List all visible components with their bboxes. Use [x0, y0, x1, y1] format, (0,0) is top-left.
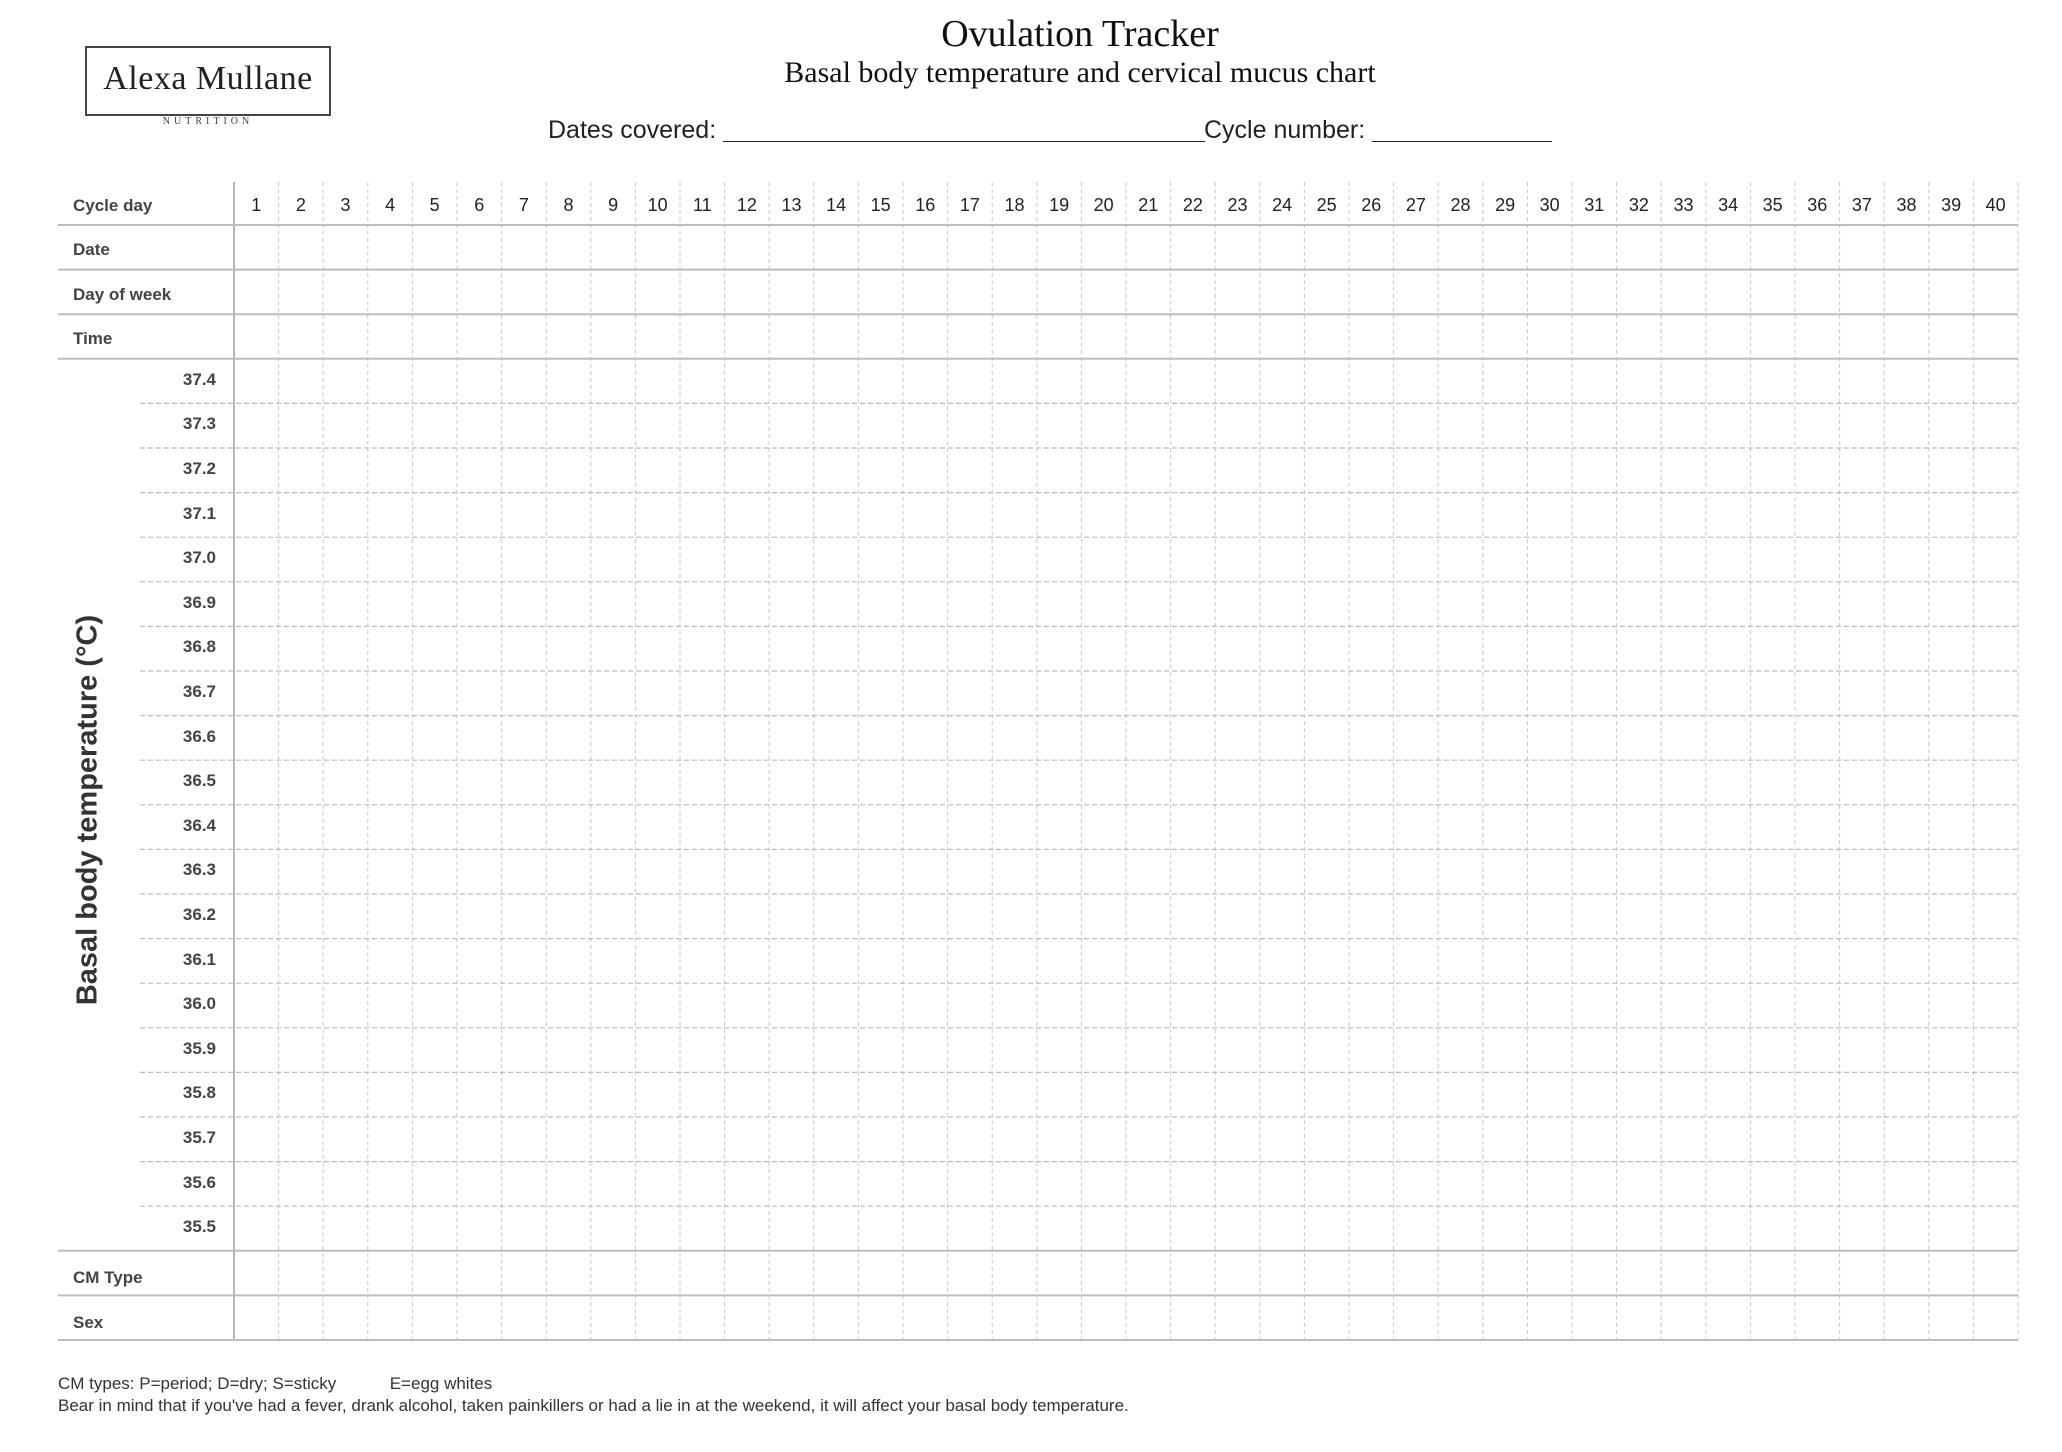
footer-cm-types-text: CM types: P=period; D=dry; S=sticky [58, 1374, 337, 1393]
cycle-day-number: 6 [474, 195, 485, 215]
cycle-day-number: 17 [959, 195, 980, 215]
temperature-label: 35.9 [182, 1038, 216, 1058]
cycle-day-number: 23 [1227, 195, 1248, 215]
logo-tagline: NUTRITION [145, 116, 271, 127]
temperature-label: 36.4 [182, 815, 216, 835]
cycle-day-number: 12 [736, 195, 757, 215]
temperature-label: 36.3 [182, 860, 216, 880]
cycle-day-number: 2 [295, 195, 306, 215]
cycle-day-number: 20 [1093, 195, 1114, 215]
cycle-day-number: 3 [340, 195, 351, 215]
row-label-date: Date [73, 240, 110, 259]
temperature-label: 36.9 [182, 592, 216, 612]
cycle-day-number: 5 [429, 195, 440, 215]
temperature-label: 36.1 [182, 949, 216, 969]
cycle-day-number: 30 [1539, 195, 1560, 215]
temperature-label: 37.1 [182, 503, 216, 523]
cycle-number-label: Cycle number: [1204, 116, 1366, 144]
footer-cm-types-extra: E=egg whites [389, 1374, 493, 1393]
cycle-day-number: 1 [251, 195, 262, 215]
page-subtitle: Basal body temperature and cervical mucus chart [784, 56, 1376, 89]
footer-cm-types [58, 1374, 492, 1394]
cycle-day-number: 37 [1851, 195, 1872, 215]
cycle-day-number: 24 [1272, 195, 1293, 215]
temperature-label: 36.2 [182, 905, 216, 924]
row-label-time: Time [73, 329, 113, 348]
cycle-day-number: 29 [1495, 195, 1516, 215]
cycle-day-number: 11 [692, 195, 712, 215]
temperature-label: 35.5 [182, 1217, 216, 1237]
cycle-day-number: 36 [1807, 195, 1828, 215]
cycle-day-number: 10 [647, 195, 668, 215]
cycle-day-number: 40 [1985, 195, 2006, 215]
cycle-day-number: 38 [1896, 195, 1917, 215]
temperature-label: 35.6 [182, 1172, 216, 1192]
cycle-day-number: 19 [1049, 195, 1070, 215]
cycle-day-number: 33 [1673, 195, 1694, 215]
cycle-day-number: 39 [1941, 195, 1962, 215]
logo-name: Alexa Mullane [103, 60, 313, 97]
temperature-label: 35.8 [182, 1083, 216, 1103]
cycle-day-number: 18 [1004, 195, 1025, 215]
cycle-day-number: 7 [518, 195, 529, 215]
cycle-day-number: 8 [563, 195, 574, 215]
temperature-label: 37.3 [182, 414, 216, 434]
temperature-axis-title: Basal body temperature (°C) [71, 614, 104, 1006]
temperature-label: 37.4 [182, 369, 216, 389]
cycle-day-number: 34 [1718, 195, 1739, 215]
temperature-label: 35.7 [182, 1128, 216, 1147]
page-title: Ovulation Tracker [941, 13, 1219, 55]
temperature-label: 36.0 [182, 994, 216, 1014]
footer-note: Bear in mind that if you've had a fever, drank alcohol, taken painkillers or had a lie in at the weekend, it will affect your basal body temperature. [58, 1396, 1129, 1415]
cycle-day-number: 25 [1316, 195, 1337, 215]
temperature-label: 37.2 [182, 459, 216, 478]
temperature-label: 36.5 [182, 771, 216, 791]
row-label-sex: Sex [73, 1313, 104, 1332]
row-label-day-of-week: Day of week [73, 285, 172, 304]
cycle-day-number: 28 [1450, 195, 1471, 215]
cycle-day-number: 13 [781, 195, 802, 215]
temperature-label: 36.6 [182, 726, 216, 746]
cycle-day-number: 32 [1628, 195, 1649, 215]
cycle-day-number: 4 [385, 195, 396, 215]
dates-covered-label: Dates covered: [548, 116, 717, 144]
row-label-cycle-day: Cycle day [73, 196, 153, 215]
cycle-day-number: 27 [1405, 195, 1426, 215]
cycle-day-number: 14 [826, 195, 847, 215]
row-label-cm-type: CM Type [73, 1268, 143, 1287]
cycle-day-number: 16 [915, 195, 936, 215]
temperature-label: 36.8 [182, 637, 216, 657]
cycle-day-number: 22 [1182, 195, 1203, 215]
cycle-day-number: 9 [608, 195, 619, 215]
cycle-day-number: 21 [1138, 195, 1159, 215]
cycle-day-number: 26 [1361, 195, 1382, 215]
temperature-label: 37.0 [182, 548, 216, 568]
cycle-day-number: 35 [1762, 195, 1783, 215]
cycle-day-number: 15 [870, 195, 891, 215]
cycle-day-number: 31 [1584, 195, 1605, 215]
temperature-label: 36.7 [182, 682, 216, 701]
